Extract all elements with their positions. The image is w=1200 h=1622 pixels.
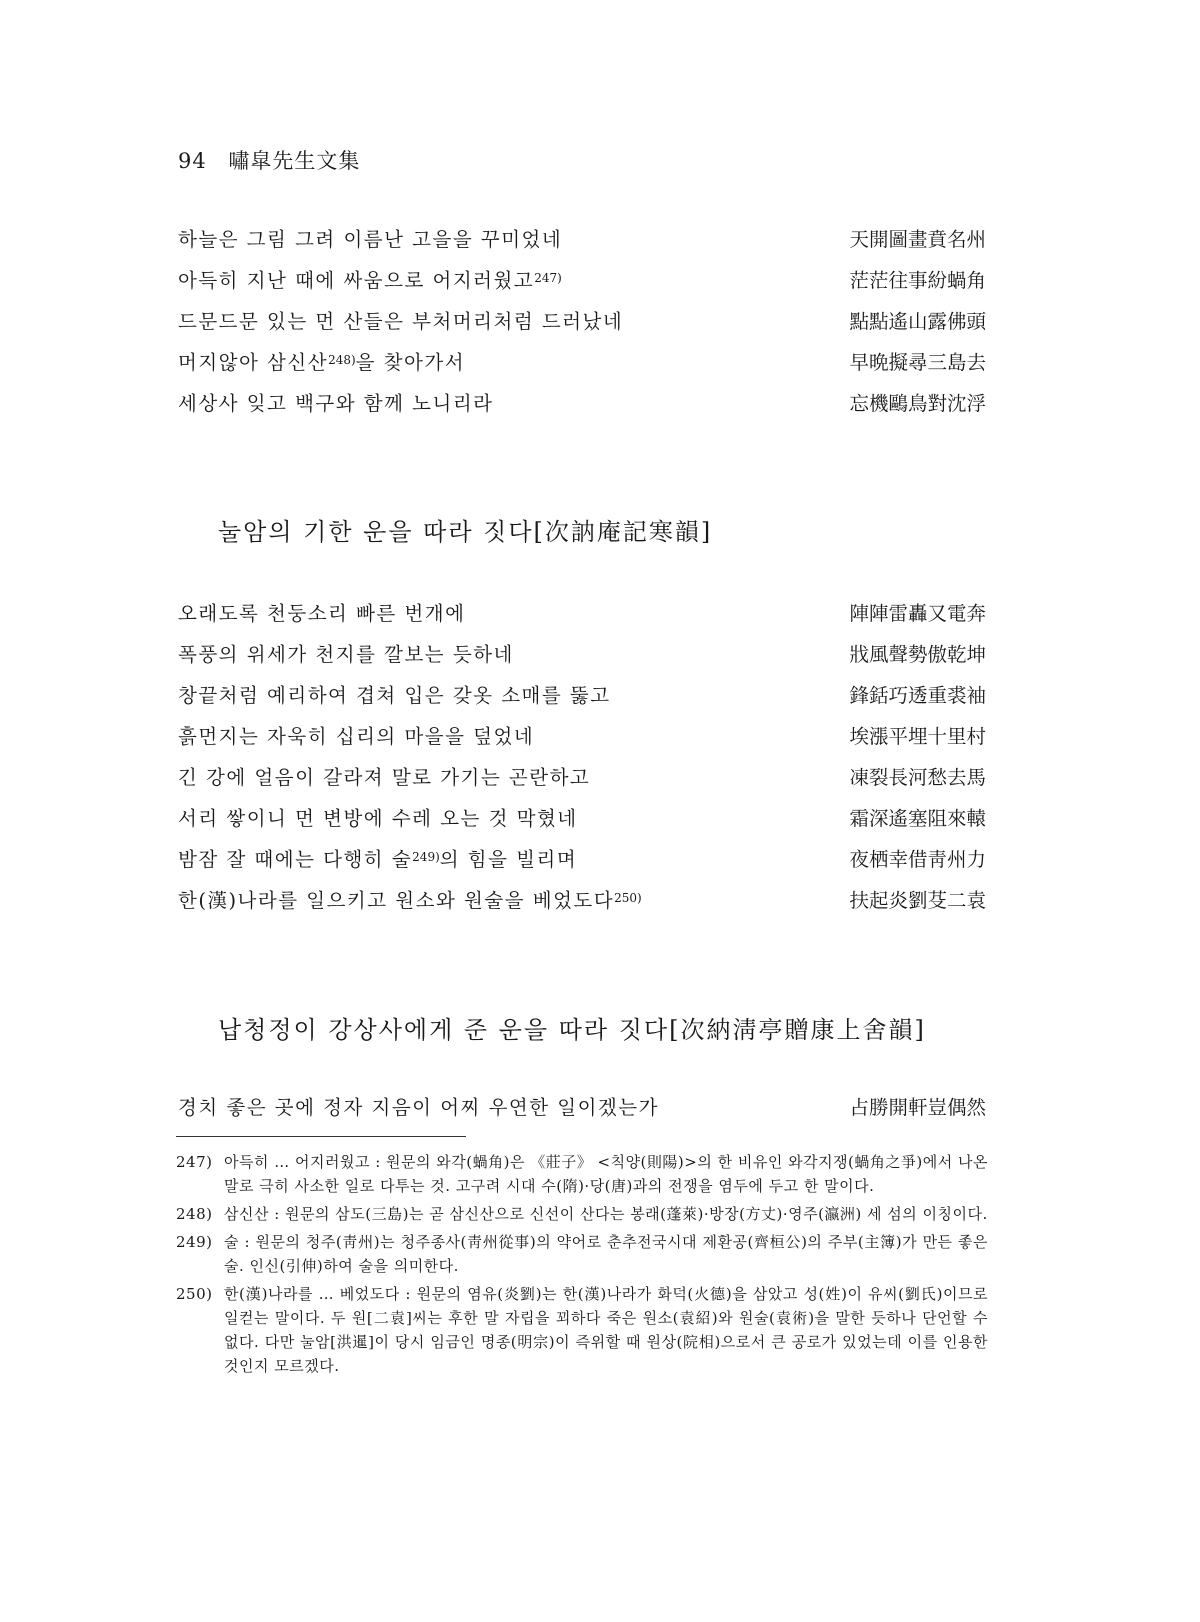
footnote [176, 1230, 988, 1278]
chinese-original: 夜栖幸借靑州力 [849, 848, 986, 871]
footnote [176, 1282, 988, 1378]
footnote-text: 아득히 … 어지러웠고 : 원문의 와각(蝸角)은 《莊子》 <칙양(則陽)>의 한 비유인 와각지쟁(蝸角之爭)에서 나온 말로 극히 사소한 일로 다투는 것. 고구려 시대 수(隋)·당(唐)과의 전쟁을 염두에 두고 한 말이다. [224, 1153, 988, 1195]
footnotes [176, 1150, 988, 1382]
footnote-number: 249) [176, 1233, 213, 1251]
korean-text: 한(漢)나라를 일으키고 원소와 원술을 베었도다 [178, 889, 615, 912]
poem-line [178, 680, 986, 721]
footnote-ref[interactable]: 249) [412, 850, 440, 864]
footnote-number: 250) [176, 1285, 213, 1303]
footnote [176, 1202, 988, 1226]
footnote-number: 247) [176, 1153, 213, 1171]
footnote-ref[interactable]: 247) [534, 271, 562, 285]
korean-translation: 세상사 잊고 백구와 함께 노니리라 [178, 392, 494, 415]
poem-line [178, 721, 986, 762]
korean-text: 머지않아 삼신산 [178, 351, 329, 374]
footnote-text: 삼신산 : 원문의 삼도(三島)는 곧 삼신산으로 신선이 산다는 봉래(蓬萊)·방장(方丈)·영주(瀛洲) 세 섬의 이칭이다. [224, 1205, 988, 1223]
footnote [176, 1150, 988, 1198]
korean-translation: 드문드문 있는 먼 산들은 부처머리처럼 드러났네 [178, 310, 624, 333]
poem-line [178, 844, 986, 885]
poem-line [178, 639, 986, 680]
korean-translation: 오래도록 천둥소리 빠른 번개에 [178, 602, 466, 625]
poem-2 [178, 598, 986, 926]
chinese-original: 天開圖畫賁名州 [849, 228, 986, 251]
poem-line [178, 347, 986, 388]
chinese-original: 忘機鷗鳥對沈浮 [849, 392, 986, 415]
poem-line [178, 885, 986, 926]
chinese-original: 鋒銛巧透重裘袖 [849, 684, 986, 707]
korean-translation [178, 347, 465, 375]
korean-translation [178, 844, 577, 872]
book-title: 嘯皐先生文集 [228, 149, 361, 173]
korean-text: 밤잠 잘 때에는 다행히 술 [178, 848, 413, 871]
poem-line [178, 306, 986, 347]
poem-3 [178, 1092, 986, 1133]
korean-translation: 폭풍의 위세가 천지를 깔보는 듯하네 [178, 643, 514, 666]
korean-text: 아득히 지난 때에 싸움으로 어지러웠고 [178, 269, 535, 292]
korean-translation: 창끝처럼 예리하여 겹쳐 입은 갖옷 소매를 뚫고 [178, 684, 611, 707]
korean-text: 을 찾아가서 [355, 351, 466, 374]
running-header [178, 145, 360, 175]
chinese-original: 早晩擬尋三島去 [849, 351, 986, 374]
chinese-original: 霜深遙塞阻來轅 [849, 807, 986, 830]
korean-translation: 경치 좋은 곳에 정자 지음이 어찌 우연한 일이겠는가 [178, 1096, 659, 1119]
chinese-original: 點點遙山露佛頭 [849, 310, 986, 333]
chinese-original: 凍裂長河愁去馬 [849, 766, 986, 789]
korean-translation: 흙먼지는 자욱히 십리의 마을을 덮었네 [178, 725, 535, 748]
footnote-ref[interactable]: 248) [328, 353, 356, 367]
korean-translation: 서리 쌓이니 먼 변방에 수레 오는 것 막혔네 [178, 807, 578, 830]
chinese-original: 茫茫往事紛蝸角 [849, 269, 986, 292]
poem-3-title: 납청정이 강상사에게 준 운을 따라 짓다[次納淸亭贈康上舍韻] [218, 1016, 926, 1044]
footnote-divider [176, 1136, 466, 1137]
poem-line [178, 224, 986, 265]
chinese-original: 陣陣雷轟又電奔 [849, 602, 986, 625]
poem-line [178, 1092, 986, 1133]
footnote-number: 248) [176, 1205, 213, 1223]
chinese-original: 占勝開軒豈偶然 [849, 1096, 986, 1119]
footnote-text: 술 : 원문의 청주(靑州)는 청주종사(靑州從事)의 약어로 춘추전국시대 제환공(齊桓公)의 주부(主簿)가 만든 좋은 술. 인신(引伸)하여 술을 의미한다. [224, 1233, 988, 1275]
korean-text: 의 힘을 빌리며 [439, 848, 578, 871]
poem-line [178, 762, 986, 803]
poem-1 [178, 224, 986, 429]
chinese-original: 戕風聲勢傲乾坤 [849, 643, 986, 666]
korean-translation [178, 265, 562, 293]
korean-translation: 긴 강에 얼음이 갈라져 말로 가기는 곤란하고 [178, 766, 591, 789]
page-number: 94 [178, 149, 207, 173]
poem-line [178, 803, 986, 844]
chinese-original: 扶起炎劉芟二袁 [849, 889, 986, 912]
korean-translation [178, 885, 642, 913]
footnote-text: 한(漢)나라를 … 베었도다 : 원문의 염유(炎劉)는 한(漢)나라가 화덕(火德)을 삼았고 성(姓)이 유씨(劉氏)이므로 일컫는 말이다. 두 원[二袁]씨는 후한 말 자립을 꾀하다 죽은 원소(袁紹)와 원술(袁術)을 말한 듯하나 단언할 수 없다. 다만 눌암[洪暹]이 당시 임금인 명종(明宗)이 즉위할 때 원상(院相)으로서 큰 공로가 있었는데 이를 인용한 것인지 모르겠다. [224, 1285, 988, 1375]
poem-line [178, 598, 986, 639]
poem-line [178, 388, 986, 429]
chinese-original: 埃漲平埋十里村 [849, 725, 986, 748]
footnote-ref[interactable]: 250) [614, 891, 642, 905]
poem-2-title: 눌암의 기한 운을 따라 짓다[次訥庵記寒韻] [218, 518, 713, 546]
poem-line [178, 265, 986, 306]
korean-translation: 하늘은 그림 그려 이름난 고을을 꾸미었네 [178, 228, 563, 251]
